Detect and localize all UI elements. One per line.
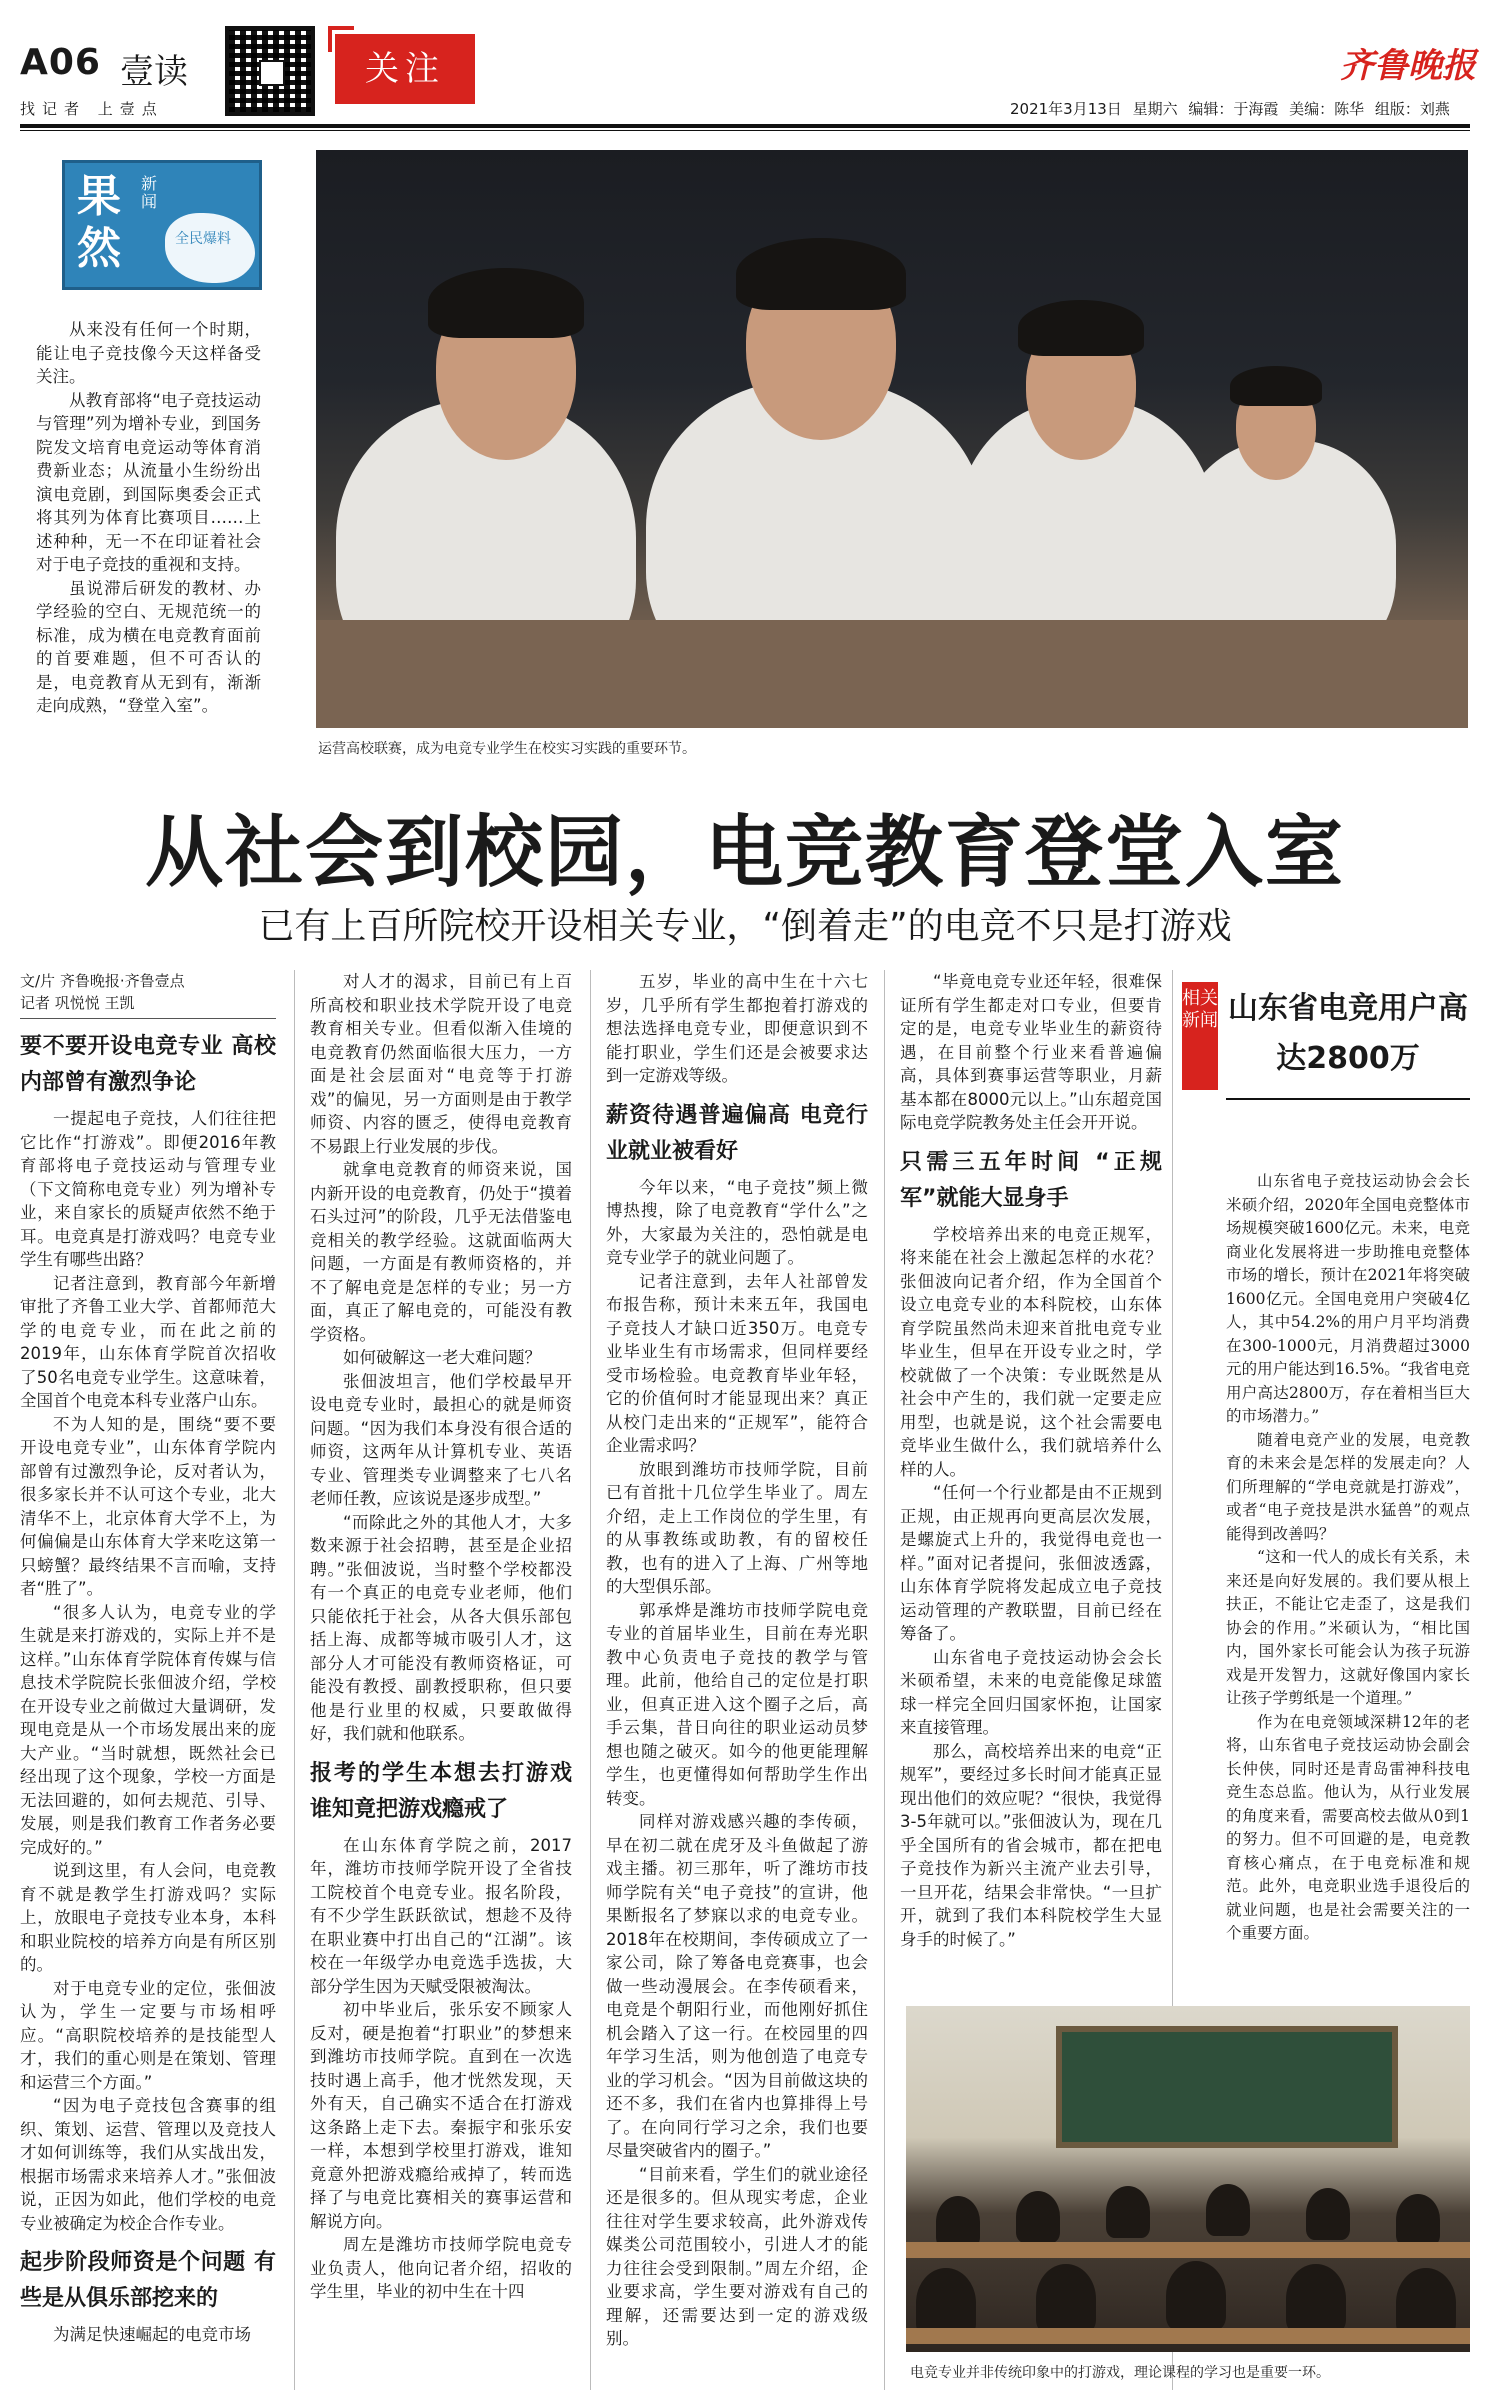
paragraph: 那么，高校培养出来的电竞“正规军”，要经过多长时间才能真正显现出他们的效应呢？“很快，我觉得3-5年就可以。”张佃波认为，现在几乎全国所有的省会城市，都在把电子竞技作为新兴主流产业去引导，一旦开花，结果会非常快。“一旦扩开，就到了我们本科院校学生大显身手的时候了。” (900, 1741, 1162, 1949)
photo-student (936, 2196, 980, 2248)
photo-caption: 运营高校联赛，成为电竞专业学生在校实习实践的重要环节。 (318, 741, 696, 757)
paragraph: 作为在电竞领域深耕12年的老将，山东省电子竞技运动协会副会长仲侠，同时还是青岛雷神科技电竞生态总监。他认为，从行业发展的角度来看，需要高校去做从0到1的努力。但不可回避的是，电竞教育核心痛点，在于电竞标准和规范。此外，电竞职业选手退役后的就业问题，也是社会需要关注的一个重要方面。 (1226, 1712, 1470, 1942)
paragraph: 对人才的渴求，目前已有上百所高校和职业技术学院开设了电竞教育相关专业。但看似渐入佳境的电竞教育仍然面临很大压力，一方面是社会层面对“电竞等于打游戏”的偏见，另一方面则是由于教学师资、内容的匮乏，使得电竞教育不易跟上行业发展的步伐。 (310, 972, 572, 1156)
byline-source: 文/片 齐鲁晚报·齐鲁壹点 (20, 972, 185, 990)
related-news-divider (1226, 1098, 1470, 1100)
byline (20, 970, 276, 1019)
related-news-tag: 相关新闻 (1182, 982, 1218, 1090)
byline-reporters: 记者 巩悦悦 王凯 (20, 994, 135, 1012)
photo-desk-row (906, 2328, 1470, 2344)
logo-badge-text: 全民爆料 (175, 231, 231, 247)
section-slogan: 找记者 上壹点 (20, 100, 164, 118)
paragraph: 郭承烨是潍坊市技师学院电竞专业的首届毕业生，目前在寿光职教中心负责电子竞技的教学与管理。此前，他给自己的定位是打职业，但真正进入这个圈子之后，高手云集，昔日向往的职业运动员梦想也随之破灭。如今的他更能理解学生，也更懂得如何帮助学生作出转变。 (606, 1600, 868, 1808)
photo-hair (428, 268, 584, 338)
qr-code-icon (225, 26, 315, 116)
paragraph: 在山东体育学院之前，2017年，潍坊市技师学院开设了全省技工院校首个电竞专业。报名阶段，有不少学生跃跃欲试，想趁不及待在职业赛中打出自己的“江湖”。该校在一年级学办电竞选手选拔，大部分学生因为天赋受限被淘汰。 (310, 1835, 572, 1996)
paragraph: 为满足快速崛起的电竞市场 (53, 2325, 251, 2344)
paragraph: 不为人知的是，围绕“要不要开设电竞专业”，山东体育学院内部曾有过激烈争论，反对者认为，很多家长并不认可这个专业，北大清华不上，北京体育大学不上，为何偏偏是山东体育大学来吃这第一只螃蟹？最终结果不言而喻，支持者“胜了”。 (20, 1414, 276, 1598)
paragraph: “目前来看，学生们的就业途径还是很多的。但从现实考虑，企业往往对学生要求较高，此外游戏传媒类公司范围较小，引进人才的能力往往会受到限制。”周左介绍，企业要求高，学生要对游戏有自己的理解，还需要达到一定的游戏级别。 (606, 2164, 868, 2348)
paragraph: 记者注意到，去年人社部曾发布报告称，预计未来五年，我国电子竞技人才缺口近350万。电竞专业毕业生有市场需求，但同样要经受市场检验。电竞教育毕业年轻，它的价值何时才能显现出来？真正从校门走出来的“正规军”，能符合企业需求吗？ (606, 1271, 868, 1455)
intro-paragraph: 虽说滞后研发的教材、办学经验的空白、无规范统一的标准，成为横在电竞教育面前的首要难题，但不可否认的是，电竞教育从无到有，渐渐走向成熟，“登堂入室”。 (36, 578, 261, 715)
header-divider-thin (20, 130, 1470, 131)
column-divider (884, 970, 885, 2390)
paragraph: 同样对游戏感兴趣的李传硕，早在初二就在虎牙及斗鱼做起了游戏主播。初三那年，听了潍坊市技师学院有关“电子竞技”的宣讲，他果断报名了梦寐以求的电竞专业。2018年在校期间，李传硕成立了一家公司，除了筹备电竞赛事，也会做一些动漫展会。在李传硕看来，电竞是个朝阳行业，而他刚好抓住机会踏入了这一行。在校园里的四年学习生活，则为他创造了电竞专业的学习机会。“因为目前做这块的还不多，我们在省内也算排得上号了。在向同行学习之余，我们也要尽量突破省内的圈子。” (606, 1812, 868, 2160)
photo-hair (1230, 366, 1322, 406)
paragraph: 如何破解这一老大难问题？ (343, 1348, 541, 1367)
paragraph: “而除此之外的其他人才，大多数来源于社会招聘，甚至是企业招聘。”张佃波说，当时整个学校都没有一个真正的电竞专业老师，他们只能依托于社会，从各大俱乐部包括上海、成都等城市吸引人才，这部分人才可能没有教师资格证，可能没有教授、副教授职称，但只要他是行业里的权威，只要敢做得好，我们就和他联系。 (310, 1512, 572, 1743)
paragraph: “因为电子竞技包含赛事的组织、策划、运营、管理以及竞技人才如何训练等，我们从实战出发，根据市场需求来培养人才。”张佃波说，正因为如此，他们学校的电竞专业被确定为校企合作专业。 (20, 2096, 276, 2233)
paragraph: 一提起电子竞技，人们往往把它比作“打游戏”。即便2016年教育部将电子竞技运动与管理专业（下文简称电竞专业）列为增补专业，来自家长的质疑声依然不绝于耳。电竞真是打游戏吗？电竞专业学生有哪些出路？ (20, 1109, 276, 1269)
photo-desk (316, 620, 1468, 728)
paragraph: 周左是潍坊市技师学院电竞专业负责人，他向记者介绍，招收的学生里，毕业的初中生在十四 (310, 2235, 572, 2301)
paragraph: 说到这里，有人会问，电竞教育不就是教学生打游戏吗？实际上，放眼电子竞技专业本身，本科和职业院校的培养方向是有所区别的。 (20, 1861, 276, 1974)
paragraph: 学校培养出来的电竞正规军，将来能在社会上激起怎样的水花？张佃波向记者介绍，作为全国首个设立电竞专业的本科院校，山东体育学院虽然尚未迎来首批电竞专业毕业生，但早在开设专业之时，学校就做了一个决策：专业既然是从社会中产生的，我们就一定要走应用型，也就是说，这个社会需要电竞毕业生做什么，我们就培养什么样的人。 (900, 1224, 1162, 1479)
paragraph: 张佃波坦言，他们学校最早开设电竞专业时，最担心的就是师资问题。“因为我们本身没有很合适的师资，这两年从计算机专业、英语专业、管理类专业调整来了七八名老师任教，应该说是逐步成型。” (310, 1371, 572, 1508)
photo-student (1396, 2194, 1440, 2246)
section-heading: 只需三五年时间 “正规军”就能大显身手 (900, 1149, 1162, 1211)
photo-blackboard (1056, 2026, 1398, 2148)
sub-headline: 已有上百所院校开设相关专业，“倒着走”的电竞不只是打游戏 (258, 906, 1232, 947)
logo-small-text: 新闻 (141, 174, 158, 211)
paragraph: 今年以来，“电子竞技”频上微博热搜，除了电竞教育“学什么”之外，大家最为关注的，恐怕就是电竞专业学子的就业问题了。 (606, 1177, 868, 1267)
paragraph: 初中毕业后，张乐安不顾家人反对，硬是抱着“打职业”的梦想来到潍坊市技师学院。直到在一次选技时遇上高手，他才恍然发现，天外有天，自己确实不适合在打游戏这条路上走下去。秦振宇和张乐安一样，本想到学校里打游戏，谁知竟意外把游戏瘾给戒掉了，转而选择了与电竞比赛相关的赛事运营和解说方向。 (310, 2000, 572, 2231)
paragraph: 山东省电子竞技运动协会会长米硕希望，未来的电竞能像足球篮球一样完全回归国家怀抱，让国家来直接管理。 (900, 1647, 1162, 1737)
date-editor-line: 2021年3月13日 星期六 编辑：于海霞 美编：陈华 组版：刘燕 (1010, 100, 1450, 118)
logo-text: 果然 (77, 171, 121, 274)
related-news-title: 山东省电竞用户高达2800万 (1228, 991, 1468, 1076)
paragraph: 五岁，毕业的高中生在十六七岁，几乎所有学生都抱着打游戏的想法选择电竞专业，即便意识到不能打职业，学生们还是会被要求达到一定游戏等级。 (606, 972, 868, 1085)
intro-text (36, 318, 261, 718)
article-column-1 (20, 970, 276, 2347)
paragraph: “任何一个行业都是由不正规到正规，由正规再向更高层次发展，是螺旋式上升的，我觉得电竞也一样。”面对记者提问，张佃波透露，山东体育学院将发起成立电子竞技运动管理的产教联盟，目前已经在筹备了。 (900, 1483, 1162, 1643)
section-heading: 要不要开设电竞专业 高校内部曾有激烈争论 (20, 1034, 276, 1095)
photo-student (1016, 2191, 1060, 2243)
paragraph: 记者注意到，教育部今年新增审批了齐鲁工业大学、首都师范大学的电竞专业，而在此之前的2019年，山东体育学院首次招收了50名电竞专业学生。这意味着，全国首个电竞本科专业落户山东。 (20, 1273, 276, 1410)
page-number: A06 (20, 42, 101, 83)
section-heading: 薪资待遇普遍偏高 电竞行业就业被看好 (606, 1102, 868, 1164)
paragraph: 山东省电子竞技运动协会会长米硕介绍，2020年全国电竞整体市场规模突破1600亿元。未来，电竞商业化发展将进一步助推电竞整体市场的增长，预计在2021年将突破1600亿元。全国电竞用户突破4亿人，其中54.2%的用户月平均消费在300-1000元，月消费超过3000元的用户能达到16.5%。“我省电竞用户高达2800万，存在着相当巨大的市场潜力。” (1226, 1172, 1470, 1425)
photo-caption: 电竞专业并非传统印象中的打游戏，理论课程的学习也是重要一环。 (910, 2365, 1330, 2381)
photo-student (1286, 2264, 1346, 2334)
section-tag: 关注 (335, 34, 475, 104)
logo-badge (165, 213, 255, 283)
paragraph: 随着电竞产业的发展，电竞教育的未来会是怎样的发展走向？人们所理解的“学电竞就是打游戏”，或者“电子竞技是洪水猛兽”的观点能得到改善吗？ (1226, 1430, 1470, 1543)
esports-contest-photo (316, 150, 1468, 728)
article-column-3 (606, 970, 868, 2351)
photo-student (1306, 2188, 1350, 2240)
section-heading: 报考的学生本想去打游戏 谁知竟把游戏瘾戒了 (310, 1760, 572, 1822)
photo-hair (736, 238, 906, 310)
main-headline: 从社会到校园，电竞教育登堂入室 (144, 808, 1345, 898)
photo-student (1036, 2264, 1096, 2334)
related-news-body (1226, 1170, 1470, 1946)
paragraph: 对于电竞专业的定位，张佃波认为，学生一定要与市场相呼应。“高职院校培养的是技能型人才，我们的重心则是在策划、管理和运营三个方面。” (20, 1978, 276, 2092)
column-divider (590, 970, 591, 2390)
article-column-4 (900, 970, 1162, 1951)
intro-paragraph: 从教育部将“电子竞技运动与管理”列为增补专业，到国务院发文培育电竞运动等体育消费新业态；从流量小生纷纷出演电竞剧，到国际奥委会正式将其列为体育比赛项目……上述种种，无一不在印证着社会对于电子竞技的重视和支持。 (36, 390, 261, 574)
guoran-news-logo (62, 160, 262, 290)
photo-student (1206, 2184, 1250, 2236)
paper-logo: 齐鲁晚报 (1340, 46, 1476, 86)
paragraph: “这和一代人的成长有关系，未来还是向好发展的。我们要从根上扶正，不能让它走歪了，这是我们协会的作用。”米硕认为，“相比国内，国外家长可能会认为孩子玩游戏是开发智力，这就好像国内家长让孩子学剪纸是一个道理。” (1226, 1548, 1470, 1707)
paragraph: “毕竟电竞专业还年轻，很难保证所有学生都走对口专业，但要肯定的是，电竞专业毕业生的薪资待遇，在目前整个行业来看普遍偏高，具体到赛事运营等职业，月薪基本都在8000元以上。”山东超竞国际电竞学院教务处主任会开开说。 (900, 972, 1162, 1132)
article-column-2 (310, 970, 572, 2304)
paragraph: 放眼到潍坊市技师学院，目前已有首批十几位学生毕业了。周左介绍，走上工作岗位的学生里，有的从事教练或助教，有的留校任教，也有的进入了上海、广州等地的大型俱乐部。 (606, 1459, 868, 1596)
paragraph: 就拿电竞教育的师资来说，国内新开设的电竞教育，仍处于“摸着石头过河”的阶段，几乎无法借鉴电竞相关的教学经验。这就面临两大问题，一方面是有教师资格的，并不了解电竞是怎样的专业；另一方面，真正了解电竞的，可能没有教学资格。 (310, 1160, 572, 1344)
section-name: 壹读 (120, 52, 188, 92)
header-divider (20, 124, 1470, 128)
photo-student (1166, 2261, 1226, 2331)
photo-hair (1018, 300, 1144, 356)
intro-paragraph: 从来没有任何一个时期，能让电子竞技像今天这样备受关注。 (36, 320, 261, 386)
photo-student (1106, 2186, 1150, 2238)
column-divider (294, 970, 295, 2390)
classroom-photo (906, 2006, 1470, 2352)
section-heading: 起步阶段师资是个问题 有些是从俱乐部挖来的 (20, 2250, 276, 2311)
photo-desk-row (906, 2242, 1470, 2258)
paragraph: “很多人认为，电竞专业的学生就是来打游戏的，实际上并不是这样。”山东体育学院体育传媒与信息技术学院院长张佃波介绍，学校在开设专业之前做过大量调研，发现电竞是从一个市场发展出来的庞大产业。“当时就想，既然社会已经出现了这个现象，学校一方面是无法回避的，如何去规范、引导、发展，则是我们教育工作者务必要完成好的。” (20, 1602, 276, 1857)
